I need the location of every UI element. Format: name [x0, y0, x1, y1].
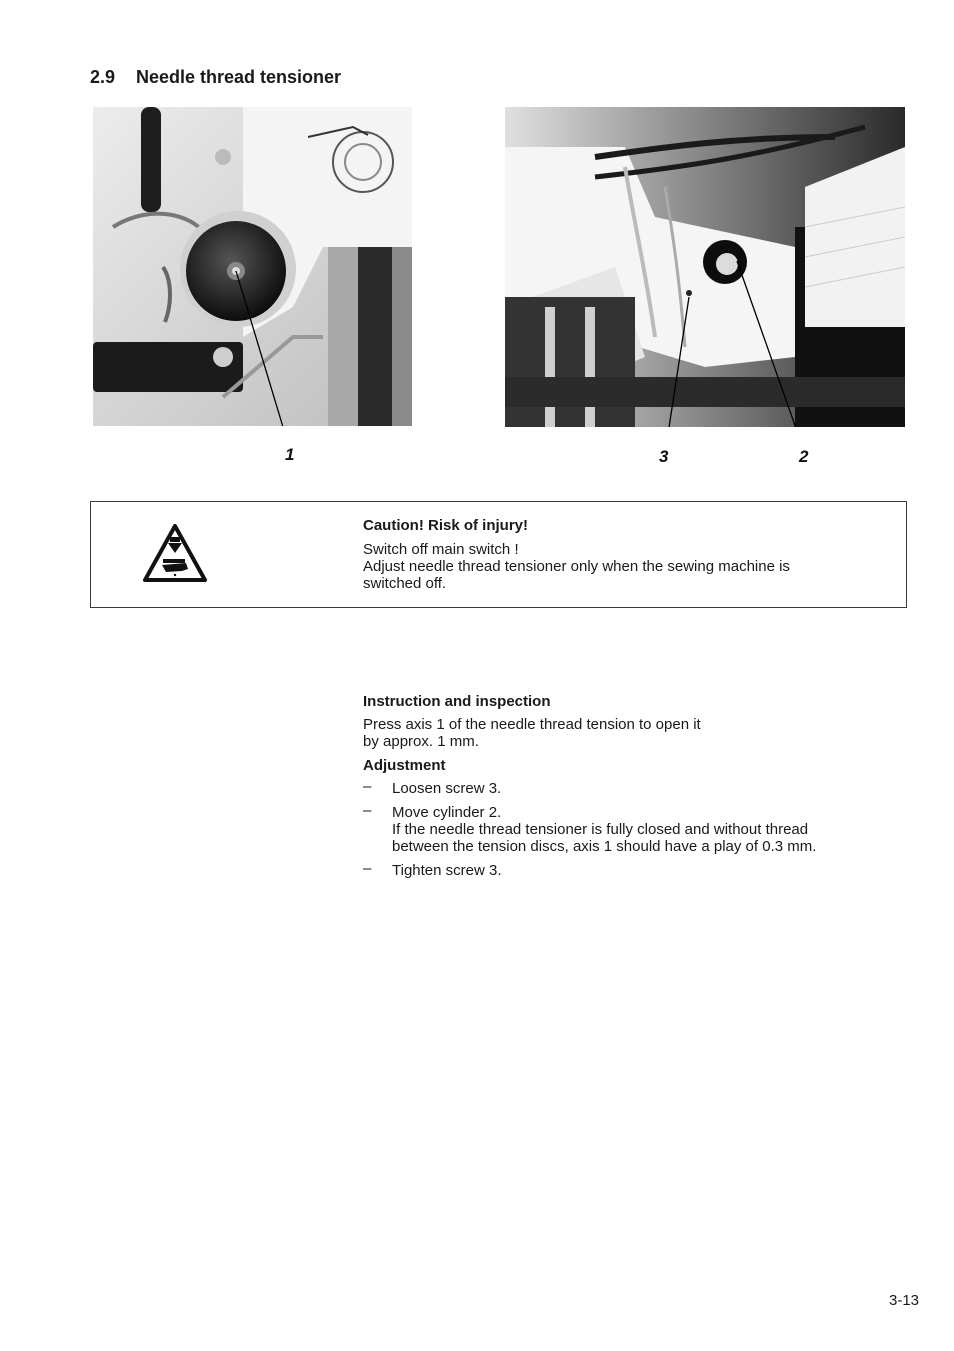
caution-line: Adjust needle thread tensioner only when the sewing machine is — [363, 558, 790, 575]
callout-3: 3 — [659, 447, 669, 466]
section-title: Needle thread tensioner — [136, 67, 342, 87]
caution-title: Caution! Risk of injury! — [363, 517, 528, 534]
step-line: Tighten screw 3. — [392, 862, 502, 879]
instruction-line: Press axis 1 of the needle thread tension to open it — [363, 716, 701, 733]
tensioner-photo-illustration — [93, 107, 412, 426]
caution-line: Switch off main switch ! — [363, 541, 519, 558]
list-item — [363, 780, 923, 797]
instruction-heading: Instruction and inspection — [363, 693, 551, 710]
step-line: between the tension discs, axis 1 should have a play of 0.3 mm. — [392, 838, 817, 855]
step-line: If the needle thread tensioner is fully closed and without thread — [392, 821, 809, 838]
step-line: Loosen screw 3. — [392, 780, 502, 797]
list-item — [363, 862, 923, 879]
dash-bullet: – — [363, 860, 372, 877]
caution-line: switched off. — [363, 575, 447, 592]
callout-2: 2 — [799, 447, 809, 466]
list-item — [363, 804, 923, 855]
instruction-line: by approx. 1 mm. — [363, 733, 479, 750]
caution-text — [363, 517, 893, 592]
callout-1: 1 — [285, 445, 295, 464]
photo-left-tensioner — [93, 107, 412, 426]
photo-right-cylinder — [505, 107, 905, 427]
adjustment-steps — [363, 780, 923, 879]
cylinder-photo-illustration — [505, 107, 905, 427]
dash-bullet: – — [363, 778, 372, 795]
dash-bullet: – — [363, 802, 372, 819]
page-number: 3-13 — [889, 1292, 920, 1309]
step-line: Move cylinder 2. — [392, 804, 502, 821]
caution-box — [90, 501, 907, 608]
section-heading — [90, 67, 341, 88]
section-number: 2.9 — [90, 67, 116, 87]
instruction-paragraph — [363, 716, 923, 750]
hand-crush-warning-icon — [142, 523, 208, 583]
instructions — [363, 693, 923, 886]
adjustment-heading: Adjustment — [363, 757, 446, 774]
